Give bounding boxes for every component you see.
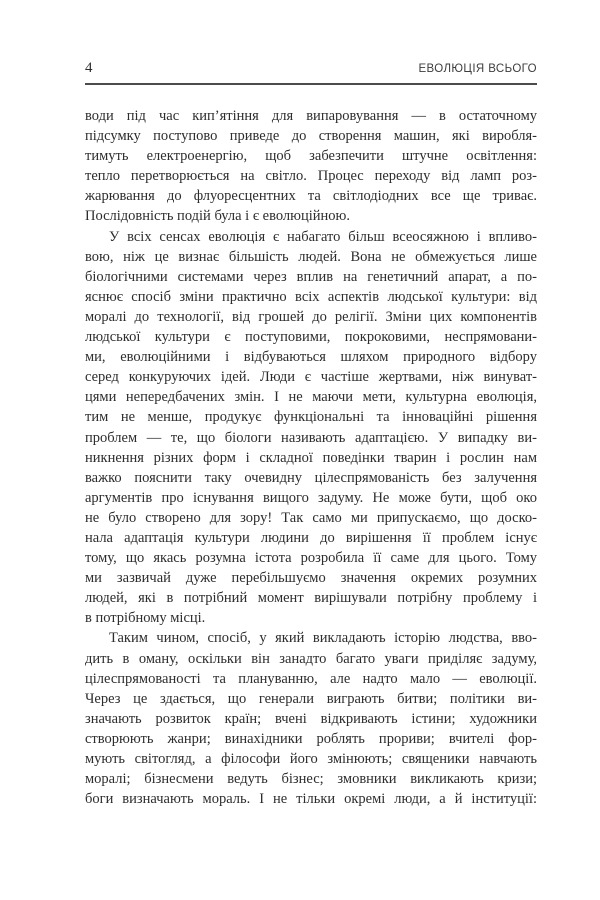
text-line: людської культури є поступовими, покроковими, неспрямовани-: [85, 329, 537, 346]
page-body: [85, 106, 537, 809]
text-line: мують світогляд, а філософи його змінюють; священики навчають: [85, 751, 537, 767]
paragraph: [85, 628, 537, 809]
text-line: ми зазвичай дуже перебільшуємо значення окремих розумних: [85, 570, 537, 587]
text-line: проблем — те, що біологи називають адаптацією. У випадку ви-: [85, 429, 537, 446]
paragraph: [85, 106, 537, 227]
text-line: підсумку поступово приведе до створення машин, які виробля-: [85, 128, 537, 145]
text-line: нала адаптація культури людини до вирішення її проблем існує: [85, 529, 537, 546]
text-line: цями непередбачених змін. І не маючи мети, культурна еволюція,: [85, 389, 537, 406]
paragraph: [85, 227, 537, 629]
text-line: тепло перетворюється на світло. Процес переходу від ламп роз-: [85, 168, 537, 185]
text-line: людей, які в потрібний момент вирішували потрібну проблему і: [85, 590, 537, 607]
text-line: тим не менше, продукує функціональні та інноваційні рішення: [85, 409, 537, 426]
page-header: [85, 61, 537, 85]
text-line: Через це здається, що генерали виграють битви; політики ви-: [85, 690, 537, 707]
text-line: боги визначають мораль. І не тільки окремі люди, а й інституції:: [85, 791, 537, 808]
text-line: тому, що якась розумна істота розробила її саме для цього. Тому: [85, 550, 537, 567]
text-line: никнення різних форм і складної поведінки тварин і рослин нам: [85, 449, 537, 466]
text-line: цілеспрямованості та плануванню, але надто мало — еволюції.: [85, 670, 537, 687]
text-line: Таким чином, спосіб, у який викладають історію людства, вво-: [109, 630, 537, 647]
text-line: створюють жанри; винахідники роблять прориви; вчителі фор-: [85, 730, 537, 747]
text-line: значають розвиток країн; вчені відкривають істини; художники: [85, 710, 537, 727]
page-number: 4: [85, 60, 93, 76]
text-line: важко пояснити таку очевидну цілеспрямованість без залучення: [85, 469, 537, 486]
text-line: біологічними системами через вплив на генетичний апарат, а по-: [85, 268, 537, 285]
text-line: не було створено для зору! Так само ми припускаємо, що доско-: [85, 509, 537, 526]
text-line: Послідовність подій була і є еволюційною.: [85, 208, 351, 225]
text-block: [85, 61, 537, 809]
text-line: ми, еволюційними і відбуваються шляхом природного відбору: [85, 349, 537, 366]
text-line: моралі; бізнесмени ведуть бізнес; змовники викликають кризи;: [85, 771, 537, 788]
text-line: моралі до технології, від грошей до релігії. Зміни цих компонентів: [85, 308, 537, 325]
text-line: яснює спосіб зміни практично всіх аспектів людської культури: від: [85, 288, 537, 305]
text-line: в потрібному місці.: [85, 610, 206, 627]
text-line: тимуть електроенергію, щоб забезпечити штучне освітлення:: [85, 148, 537, 165]
running-title: ЕВОЛЮЦІЯ ВСЬОГО: [418, 63, 537, 75]
text-line: аргументів про існування вищого задуму. Не може бути, щоб око: [85, 489, 537, 506]
text-line: дить в оману, оскільки він занадто багато уваги приділяє задуму,: [85, 650, 537, 667]
text-line: води під час кип’ятіння для випаровування — в остаточному: [85, 108, 537, 124]
text-line: вою, ніж це визнає більшість людей. Вона не обмежується лише: [85, 248, 537, 265]
text-line: серед конкуруючих ідей. Люди є частіше жертвами, ніж винуват-: [85, 369, 537, 386]
text-line: жарювання до флуоресцентних та світлодіодних все ще триває.: [85, 188, 537, 205]
text-line: У всіх сенсах еволюція є набагато більш всеосяжною і впливо-: [109, 228, 537, 245]
